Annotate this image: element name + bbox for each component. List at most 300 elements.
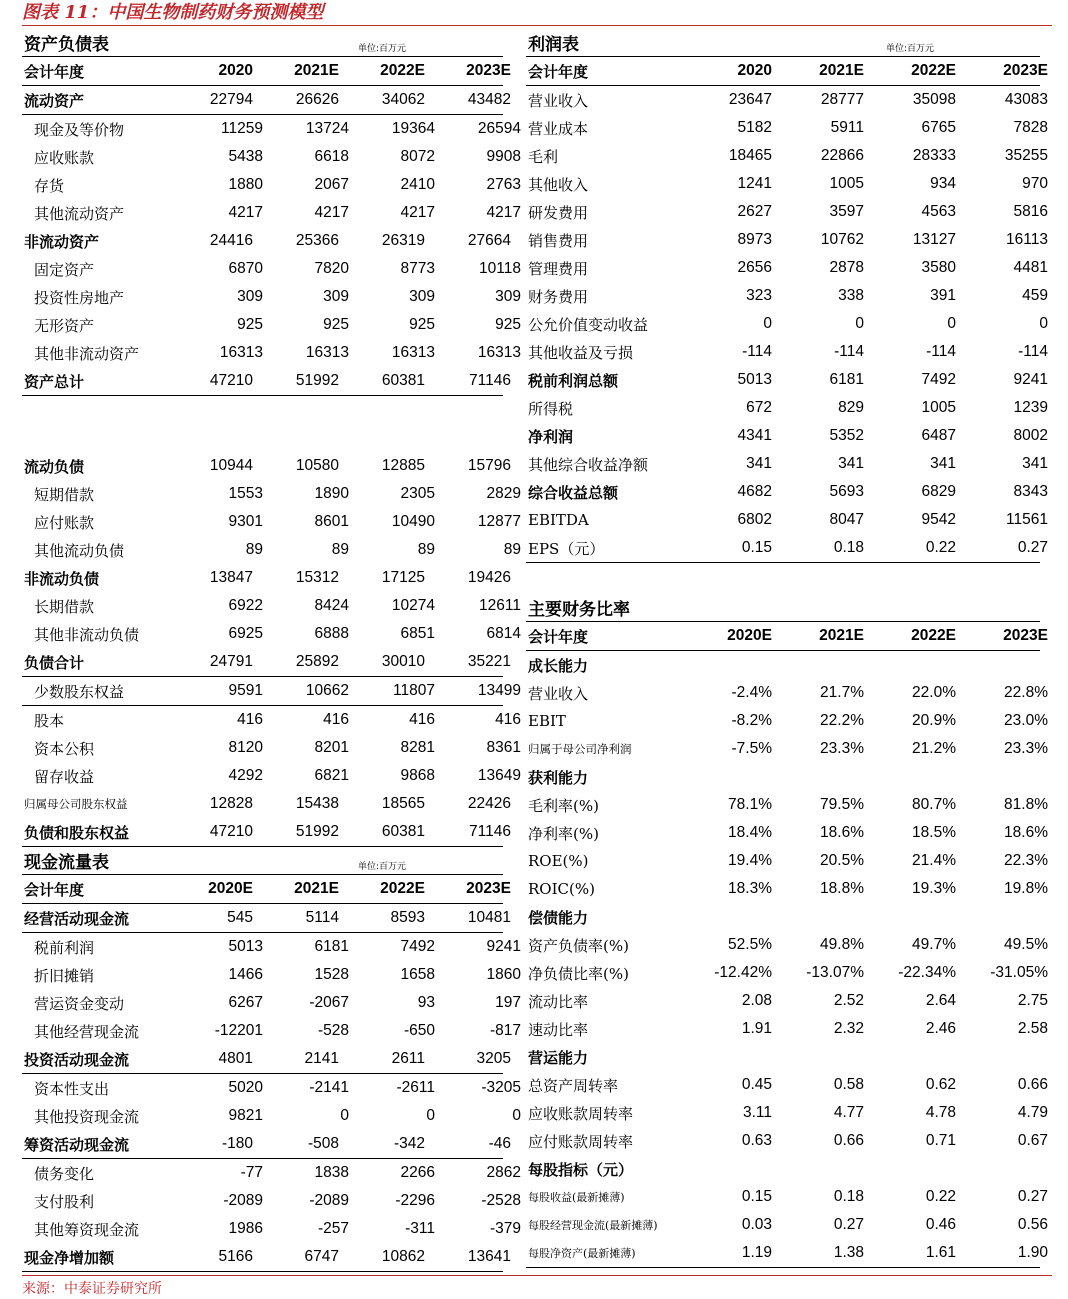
balance-sheet-cell: 24416 [209,232,253,249]
ratios-row [526,931,1048,959]
income-statement-row [526,422,1048,450]
balance-sheet-cell: 2305 [400,485,435,502]
balance-sheet-cell: 10580 [295,457,339,474]
income-statement-row-label: 财务费用 [528,287,589,306]
cash-flow-row-label: 债务变化 [34,1164,95,1183]
balance-sheet-title-bar [22,34,503,57]
ratios-row [526,847,1048,875]
ratios-row [526,679,1048,707]
balance-sheet-row [22,480,521,508]
income-statement-row [526,338,1048,366]
ratios-row [526,959,1048,987]
balance-sheet-row-label: 应付账款 [34,513,95,532]
cash-flow-cell: 5020 [228,1079,263,1096]
balance-sheet-cell: 10944 [209,457,253,474]
cash-flow-cell: 1838 [314,1164,349,1181]
ratios-row-label: 营运能力 [528,1048,589,1067]
balance-sheet-cell: 22426 [467,795,511,812]
income-statement-cell: -114 [926,343,956,360]
balance-sheet-row-label: 现金及等价物 [34,120,125,139]
income-statement-unit: 单位:百万元 [886,44,935,54]
balance-sheet-cell: 6922 [228,597,263,614]
balance-sheet-row-label: 存货 [34,176,65,195]
balance-sheet-row [22,508,521,536]
ratios-row [526,1183,1048,1211]
income-statement-cell: 13127 [912,231,956,248]
cash-flow-cell: 9241 [486,938,521,955]
balance-sheet-header-year: 2023E [466,62,511,79]
balance-sheet-cell: 9908 [486,148,521,165]
balance-sheet-title: 资产负债表 [24,35,109,55]
cash-flow-cell: 197 [495,994,521,1011]
cash-flow-cell: -508 [307,1135,339,1152]
balance-sheet-row-label: 资本公积 [34,739,95,758]
cash-flow-row [22,904,511,933]
income-statement-cell: 6829 [921,483,956,500]
cash-flow-cell: 93 [417,994,435,1011]
cash-flow-cell: -2528 [481,1192,521,1209]
ratios-cell: 4.78 [925,1104,956,1121]
ratios-cell: 22.8% [1004,684,1048,701]
balance-sheet-row [22,339,521,367]
ratios-cell: -8.2% [731,712,772,729]
cash-flow-title-bar [22,852,503,875]
balance-sheet-cell: 8072 [400,148,435,165]
balance-sheet-cell: 8120 [228,739,263,756]
balance-sheet-row [22,762,521,790]
cash-flow-cell: 5114 [305,909,339,926]
balance-sheet-cell: 47210 [209,372,253,389]
balance-sheet-cell: 8424 [314,597,349,614]
ratios-cell: 23.0% [1004,712,1048,729]
income-statement-cell: 1239 [1013,399,1048,416]
balance-sheet-cell: 9301 [228,513,263,530]
ratios-cell: 0.46 [925,1216,956,1233]
cash-flow-row [22,989,521,1017]
ratios-row-label: 营业收入 [528,684,589,703]
cash-flow-cell: 2611 [391,1050,425,1067]
balance-sheet-cell: 925 [495,316,521,333]
balance-sheet-row [22,143,521,171]
income-statement-cell: 8047 [829,511,864,528]
cash-flow-row [22,1215,521,1243]
income-statement-row [526,86,1048,114]
ratios-cell: 0.27 [1017,1188,1048,1205]
balance-sheet-cell: 19426 [467,569,511,586]
balance-sheet-cell: 12885 [381,457,425,474]
balance-sheet-cell: 27664 [467,232,511,249]
cash-flow-row [22,933,521,961]
ratios-header-label: 会计年度 [528,627,589,646]
income-statement-cell: 341 [746,455,772,472]
ratios-cell: 18.4% [728,824,772,841]
cash-flow-header-row [22,875,511,904]
cash-flow-row [22,1045,511,1074]
ratios-row-label: 流动比率 [528,992,589,1011]
ratios-cell: 81.8% [1004,796,1048,813]
income-statement-cell: 459 [1022,287,1048,304]
cash-flow-cell: -2141 [309,1079,349,1096]
ratios-cell: 0.22 [925,1188,956,1205]
income-statement-cell: 8343 [1013,483,1048,500]
balance-sheet-row [22,648,511,677]
ratios-row [526,791,1048,819]
income-statement-cell: 0.18 [833,539,864,556]
ratios-row-label: 获利能力 [528,768,589,787]
cash-flow-cell: 2141 [304,1050,339,1067]
balance-sheet-cell: 15796 [467,457,511,474]
cash-flow-cell: 3205 [476,1050,511,1067]
ratios-cell: 0.15 [741,1188,772,1205]
balance-sheet-cell: 416 [409,711,435,728]
ratios-cell: 22.3% [1004,852,1048,869]
ratios-cell: 0.18 [833,1188,864,1205]
ratios-row [526,1043,1040,1071]
cash-flow-row [22,961,521,989]
ratios-row-label: 每股净资产(最新摊薄) [528,1247,636,1260]
ratios-row-label: 成长能力 [528,656,589,675]
ratios-cell: 0.56 [1017,1216,1048,1233]
balance-sheet-cell: 19364 [391,120,435,137]
ratios-cell: 0.71 [925,1132,956,1149]
balance-sheet-cell: 26626 [295,91,339,108]
ratios-cell: 18.6% [1004,824,1048,841]
cash-flow-cell: 0 [340,1107,349,1124]
ratios-cell: 2.75 [1017,992,1048,1009]
balance-sheet-cell: 26319 [381,232,425,249]
cash-flow-row-label: 支付股利 [34,1192,95,1211]
ratios-cell: 22.2% [820,712,864,729]
cash-flow-cell: 1860 [486,966,521,983]
ratios-row [526,1239,1048,1268]
income-statement-cell: 0 [855,315,864,332]
income-statement-cell: 5013 [737,371,772,388]
cash-flow-row-label: 税前利润 [34,938,95,957]
balance-sheet-cell: 8601 [314,513,349,530]
balance-sheet-cell: 89 [331,541,349,558]
income-statement-cell: 8973 [737,231,772,248]
ratios-cell: 20.5% [820,852,864,869]
balance-sheet-cell: 35221 [467,653,511,670]
income-statement-cell: 1005 [921,399,956,416]
cash-flow-cell: 10481 [467,909,511,926]
balance-sheet-cell: 4217 [228,204,263,221]
income-statement-header-year: 2020 [737,62,772,79]
income-statement-header-year: 2023E [1003,62,1048,79]
income-statement-cell: 5816 [1013,203,1048,220]
ratios-cell: -13.07% [806,964,864,981]
cash-flow-cell: 10862 [381,1248,425,1265]
income-statement-cell: 43083 [1004,91,1048,108]
balance-sheet-cell: 2763 [486,176,521,193]
income-statement-cell: 3597 [829,203,864,220]
balance-sheet-cell: 6851 [400,625,435,642]
ratios-row [526,819,1048,847]
ratios-header-year: 2022E [911,627,956,644]
balance-sheet-row-label: 长期借款 [34,597,95,616]
ratios-cell: 1.38 [833,1244,864,1261]
cash-flow-cell: 0 [426,1107,435,1124]
cash-flow-row [22,1074,521,1102]
income-statement-cell: 0 [763,315,772,332]
income-statement-row [526,450,1048,478]
balance-sheet-cell: 309 [237,288,263,305]
cash-flow-row-label: 现金净增加额 [24,1248,115,1267]
cash-flow-cell: -379 [489,1220,521,1237]
balance-sheet-cell: 89 [245,541,263,558]
cash-flow-row-label: 其他经营现金流 [34,1022,140,1041]
income-statement-cell: 11561 [1006,511,1048,528]
income-statement-row [526,506,1048,534]
income-statement-row [526,114,1048,142]
ratios-header-year: 2021E [819,627,864,644]
ratios-title: 主要财务比率 [528,600,630,620]
cash-flow-cell: -2296 [395,1192,435,1209]
cash-flow-cell: -311 [405,1220,435,1237]
cash-flow-cell: 6181 [314,938,349,955]
balance-sheet-row-label: 其他非流动资产 [34,344,140,363]
balance-sheet-cell: 309 [495,288,521,305]
cash-flow-unit: 单位:百万元 [358,862,407,872]
cash-flow-cell: 5166 [218,1248,253,1265]
balance-sheet-cell: 925 [409,316,435,333]
ratios-cell: 22.0% [912,684,956,701]
income-statement-row [526,226,1048,254]
ratios-cell: 18.3% [728,880,772,897]
balance-sheet-cell: 22794 [209,91,253,108]
ratios-cell: 4.79 [1017,1104,1048,1121]
balance-sheet-cell: 925 [323,316,349,333]
ratios-cell: 3.11 [742,1104,772,1121]
income-statement-row-label: 毛利 [528,147,559,166]
balance-sheet-spacer-row [22,396,503,424]
ratios-cell: 0.67 [1017,1132,1048,1149]
ratios-row-label: 应收账款周转率 [528,1104,634,1123]
income-statement-row-label: 销售费用 [528,231,589,250]
income-statement-cell: -114 [1018,343,1048,360]
balance-sheet-cell: 13847 [209,569,253,586]
balance-sheet-cell: 309 [409,288,435,305]
income-statement-cell: -114 [742,343,772,360]
balance-sheet-row-label: 负债和股东权益 [24,823,130,842]
income-statement-row-label: 营业成本 [528,119,589,138]
balance-sheet-cell: 9868 [400,767,435,784]
balance-sheet-header-year: 2021E [294,62,339,79]
balance-sheet-row [22,706,521,734]
balance-sheet-row [22,620,521,648]
balance-sheet-cell: 60381 [381,372,425,389]
income-statement-cell: 829 [838,399,864,416]
cash-flow-cell: 545 [227,909,253,926]
balance-sheet-cell: 7820 [314,260,349,277]
balance-sheet-cell: 71146 [469,823,511,840]
income-statement-row-label: EPS（元） [528,539,605,558]
ratios-header-year: 2023E [1003,627,1048,644]
income-statement-cell: 28777 [820,91,864,108]
balance-sheet-cell: 10662 [305,682,349,699]
balance-sheet-row [22,818,511,847]
cash-flow-cell: -650 [403,1022,435,1039]
income-statement-row [526,254,1048,282]
ratios-cell: 19.8% [1004,880,1048,897]
ratios-row [526,1099,1048,1127]
balance-sheet-row-label: 少数股东权益 [34,682,125,701]
income-statement-cell: 4682 [737,483,772,500]
cash-flow-cell: 4801 [218,1050,253,1067]
ratios-cell: 80.7% [912,796,956,813]
ratios-row-label: 每股收益(最新摊薄) [528,1191,625,1204]
income-statement-cell: 4341 [737,427,772,444]
cash-flow-cell: 1528 [314,966,349,983]
balance-sheet-cell: 12828 [209,795,253,812]
income-statement-header-label: 会计年度 [528,62,589,81]
balance-sheet-cell: 6888 [314,625,349,642]
balance-sheet-cell: 4217 [400,204,435,221]
cash-flow-cell: -2611 [396,1079,435,1096]
balance-sheet-cell: 10490 [391,513,435,530]
balance-sheet-cell: 925 [237,316,263,333]
cash-flow-row [22,1130,511,1159]
cash-flow-row [22,1102,521,1130]
income-statement-cell: 338 [838,287,864,304]
balance-sheet-cell: 2067 [314,176,349,193]
balance-sheet-row-label: 归属母公司股东权益 [24,797,128,811]
income-statement-row-label: 净利润 [528,427,574,446]
cash-flow-cell: -12201 [214,1022,263,1039]
income-statement-cell: 6765 [921,119,956,136]
cash-flow-row [22,1159,521,1187]
income-statement-cell: 6802 [737,511,772,528]
cash-flow-panel [22,852,521,1272]
income-statement-cell: 5352 [829,427,864,444]
cash-flow-header-year: 2023E [466,880,511,897]
ratios-cell: 19.3% [912,880,956,897]
cash-flow-cell: 1466 [228,966,263,983]
ratios-row [526,903,1040,931]
balance-sheet-cell: 89 [503,541,521,558]
income-statement-cell: 391 [930,287,956,304]
income-statement-cell: 18465 [728,147,772,164]
income-statement-cell: 6181 [829,371,864,388]
ratios-row [526,1071,1048,1099]
cash-flow-row-label: 资本性支出 [34,1079,110,1098]
balance-sheet-row [22,536,521,564]
ratios-cell: 52.5% [728,936,772,953]
ratios-row [526,987,1048,1015]
balance-sheet-row [22,115,521,143]
balance-sheet-row-label: 留存收益 [34,767,95,786]
balance-sheet-cell: 6814 [486,625,521,642]
balance-sheet-row-label: 其他流动负债 [34,541,125,560]
income-statement-row [526,142,1048,170]
ratios-cell: 1.91 [741,1020,772,1037]
balance-sheet-cell: 13724 [305,120,349,137]
ratios-row-label: 总资产周转率 [528,1076,619,1095]
ratios-header-row [526,622,1048,651]
balance-sheet-row-label: 投资性房地产 [34,288,125,307]
cash-flow-cell: 2862 [486,1164,521,1181]
income-statement-row [526,534,1048,563]
ratios-row-label: 净负债比率(%) [528,964,629,983]
footer-rule [22,1275,1052,1276]
cash-flow-cell: 8593 [390,909,425,926]
balance-sheet-cell: 15312 [295,569,339,586]
balance-sheet-unit: 单位:百万元 [358,44,407,54]
ratios-row-label: ROIC(%) [528,880,595,898]
ratios-row-label: 资产负债率(%) [528,936,629,955]
ratios-header-year: 2020E [727,627,772,644]
income-statement-cell: 16113 [1006,231,1048,248]
income-statement-row-label: 营业收入 [528,91,589,110]
ratios-cell: 49.7% [912,936,956,953]
income-statement-cell: 28333 [912,147,956,164]
income-statement-row-label: 公允价值变动收益 [528,315,649,334]
income-statement-cell: 5911 [830,119,864,136]
income-statement-row [526,394,1048,422]
ratios-row-label: 每股指标（元） [528,1160,634,1179]
balance-sheet-cell: 16313 [477,344,521,361]
balance-sheet-cell: 12877 [477,513,521,530]
ratios-row [526,763,1040,791]
balance-sheet-cell: 15438 [295,795,339,812]
ratios-row [526,1127,1048,1155]
ratios-cell: 23.3% [1004,740,1048,757]
ratios-row-label: EBIT [528,712,566,730]
ratios-cell: 20.9% [912,712,956,729]
cash-flow-cell: -180 [221,1135,253,1152]
ratios-row-label: 速动比率 [528,1020,589,1039]
cash-flow-row-label: 营运资金变动 [34,994,125,1013]
income-statement-cell: 1005 [829,175,864,192]
balance-sheet-row-label: 其他非流动负债 [34,625,140,644]
balance-sheet-row [22,564,511,592]
balance-sheet-cell: 4292 [228,767,263,784]
cash-flow-cell: -817 [489,1022,521,1039]
ratios-row-label: ROE(%) [528,852,589,870]
balance-sheet-row [22,592,521,620]
cash-flow-title: 现金流量表 [24,853,109,873]
income-statement-cell: 970 [1022,175,1048,192]
balance-sheet-row-label: 流动资产 [24,91,85,110]
balance-sheet-cell: 10118 [479,260,521,277]
ratios-cell: 2.08 [741,992,772,1009]
ratios-cell: 2.58 [1017,1020,1048,1037]
ratios-cell: 18.6% [820,824,864,841]
cash-flow-cell: -2089 [223,1192,263,1209]
ratios-row-label: 净利率(%) [528,824,599,843]
balance-sheet-row-label: 应收账款 [34,148,95,167]
cash-flow-header-year: 2020E [208,880,253,897]
income-statement-cell: 6487 [921,427,956,444]
income-statement-cell: 7828 [1013,119,1048,136]
income-statement-title-bar [526,34,1040,57]
balance-sheet-cell: 16313 [219,344,263,361]
ratios-cell: -2.4% [731,684,772,701]
income-statement-cell: 341 [930,455,956,472]
balance-sheet-cell: 10274 [391,597,435,614]
balance-sheet-row [22,311,521,339]
ratios-cell: 0.45 [741,1076,772,1093]
balance-sheet-cell: 9591 [228,682,263,699]
balance-sheet-cell: 89 [417,541,435,558]
ratios-row [526,1155,1040,1183]
balance-sheet-cell: 51992 [295,823,339,840]
cash-flow-cell: 7492 [400,938,435,955]
cash-flow-cell: 9821 [228,1107,263,1124]
cash-flow-cell: 13641 [467,1248,511,1265]
balance-sheet-row-label: 短期借款 [34,485,95,504]
balance-sheet-row [22,367,511,396]
